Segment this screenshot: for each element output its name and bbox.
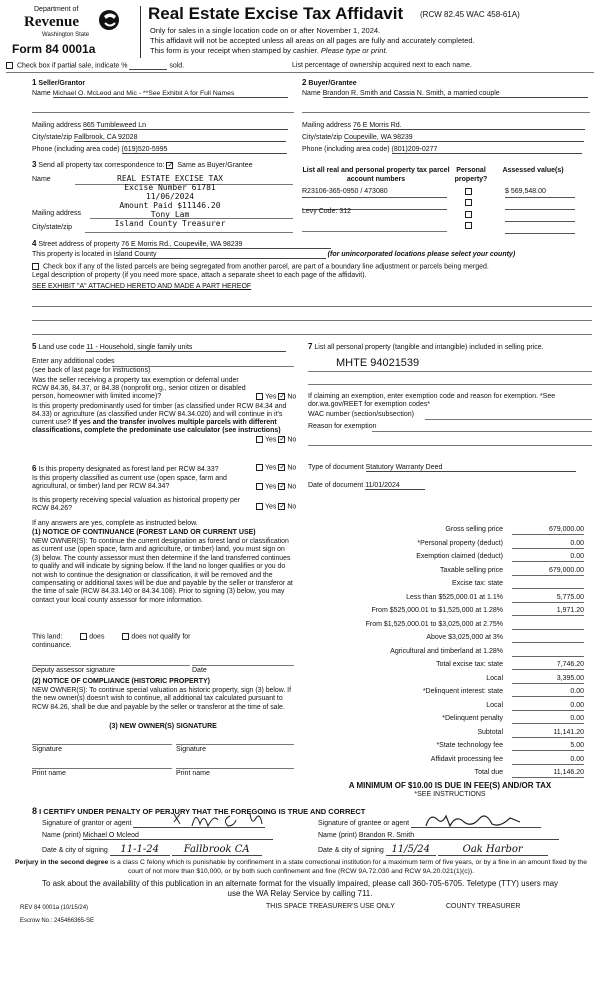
tax-row-label: From $1,525,000.01 to $3,025,000 at 2.75% <box>365 620 503 628</box>
parcel-number[interactable]: R23106-365-0950 / 473080 <box>302 188 447 198</box>
ownership-note: List percentage of ownership acquired next to each name. <box>292 62 472 69</box>
state-name: Washington State <box>42 32 90 38</box>
county-field[interactable]: Island County <box>114 251 326 259</box>
notice2-text: NEW OWNER(S): To continue special valuation as historic property, sign (3) below. If the new owner(s) doesn't wish to continue, all additional tax calculated pursuant to RCW 84.26, shall be due and payable by the seller or transferor at the time of sale. <box>32 687 292 711</box>
grantor-date-label: Date & city of signing <box>42 847 108 854</box>
timber-question <box>32 403 294 435</box>
notice1-title: (1) NOTICE OF CONTINUANCE (FOREST LAND OR CURRENT USE) <box>32 529 256 536</box>
dept-name: Revenue <box>24 14 79 30</box>
perjury-notice <box>8 858 594 876</box>
historic-no-checkbox[interactable] <box>278 503 285 510</box>
personal-property-checkbox[interactable] <box>465 222 472 229</box>
assessed-row-empty[interactable] <box>505 198 575 210</box>
seller-name-field[interactable]: Michael O. McLeod and Mic - **See Exhibit A for Full Names <box>53 90 288 98</box>
tax-row <box>308 553 584 562</box>
assessed-value[interactable]: $ 569,548.00 <box>505 188 575 198</box>
grantor-signature-image <box>170 808 290 832</box>
buyer-name-label: Name <box>302 90 321 97</box>
if-yes-note: If any answers are yes, complete as instructed below. <box>32 520 198 527</box>
exemption-claim-label: If claiming an exemption, enter exemption code and reason for exemption. <box>308 393 538 400</box>
owner-signature-label: Signature <box>176 746 206 753</box>
does-checkbox[interactable] <box>80 633 87 640</box>
yes-label: Yes <box>265 393 277 401</box>
exemption-codes-note: *See dor.wa.gov/REET for exemption codes* <box>308 393 556 408</box>
tax-row-value[interactable] <box>512 648 584 657</box>
seller-mailing-field[interactable]: 865 Tumbleweed Ln <box>83 122 288 130</box>
tax-row-value[interactable]: 0.00 <box>512 540 584 549</box>
wac-label: WAC number (section/subsection) <box>308 411 414 418</box>
tax-row <box>308 675 584 684</box>
tax-row-label: *Delinquent penalty <box>442 715 503 722</box>
no-label: No <box>287 436 297 444</box>
q1-yes-checkbox[interactable] <box>256 393 263 400</box>
dept-line: Department of <box>34 6 79 13</box>
yes-label: Yes <box>265 436 277 444</box>
tax-row-label: Affidavit processing fee <box>430 755 503 763</box>
tax-row-value[interactable]: 5,775.00 <box>512 594 584 603</box>
revenue-logo-icon <box>98 8 120 32</box>
tax-row-value[interactable]: 679,000.00 <box>512 567 584 576</box>
grantee-name-label: Name (print) <box>318 832 357 839</box>
does-label: does <box>89 633 105 641</box>
tax-row-label: Less than $525,000.01 at 1.1% <box>406 593 503 601</box>
historic-question: Is this property receiving special valuation as historical property per RCW 84.26? <box>32 497 241 512</box>
personal-property-checkbox[interactable] <box>465 188 472 195</box>
segregation-label: Check box if any of the listed parcels are being segregated from another parcel, are part of a boundary line adjustment or parcels being merged. <box>42 263 489 271</box>
sold-label: sold. <box>169 62 185 70</box>
deputy-signature-label: Deputy assessor signature <box>32 667 115 674</box>
grantee-signature-image <box>420 810 540 832</box>
tax-row <box>308 648 584 657</box>
tax-row-label: Local <box>486 701 503 709</box>
tax-row-label: Above $3,025,000 at 3% <box>426 634 503 641</box>
owner-signature-label: Signature <box>32 746 62 753</box>
land-use-label: Land use code <box>38 344 85 351</box>
corr-city-label: City/state/zip <box>32 224 73 231</box>
seller-heading: Seller/Grantor <box>38 80 86 87</box>
street-address-field[interactable]: 76 E Morris Rd., Coupeville, WA 98239 <box>121 241 331 249</box>
personal-col-header: Personal property? <box>454 167 488 183</box>
street-address-label: Street address of property <box>38 241 120 248</box>
escrow-number: Escrow No.: 245466365-SE <box>20 918 95 924</box>
partial-sale-checkbox[interactable] <box>6 62 13 69</box>
no-label: No <box>287 393 297 401</box>
tax-row <box>308 661 584 670</box>
perjury-text: is a class C felony which is punishable by confinement in a state correctional institution for a maximum term of five years, or by a fine in an amount fixed by the court of not more than $10,000, or by both such confinement and fine (RCW 9A.72.030 and RCW 9A.20.021(1)(c)). <box>110 859 587 875</box>
buyer-city-label: City/state/zip <box>302 134 343 141</box>
tax-row-value[interactable]: 3,395.00 <box>512 675 584 684</box>
partial-sale-percent[interactable] <box>129 62 167 70</box>
grantor-city-field[interactable]: Fallbrook CA <box>172 844 262 856</box>
stamp-line: REAL ESTATE EXCISE TAX <box>117 174 223 183</box>
historic-yes-checkbox[interactable] <box>256 503 263 510</box>
current-use-question: Is this property classified as current use (open space, farm and agricultural, or timber) land per RCW 84.34? <box>32 475 227 490</box>
seller-city-label: City/state/zip <box>32 134 73 141</box>
forest-question: Is this property designated as forest land per RCW 84.33? <box>38 466 219 473</box>
county-treasurer-label: COUNTY TREASURER <box>446 903 521 910</box>
buyer-city-field[interactable]: Coupeville, WA 98239 <box>344 134 584 142</box>
perjury-bold: Perjury in the second degree <box>15 859 109 866</box>
buyer-phone-label: Phone (including area code) <box>302 146 390 153</box>
tax-row-value[interactable]: 1,971.20 <box>512 607 584 616</box>
same-as-buyer-label: Same as Buyer/Grantee <box>177 162 253 169</box>
doc-type-label: Type of document <box>308 464 364 471</box>
grantor-signature-label: Signature of grantor or agent <box>42 820 132 827</box>
tax-row-value[interactable]: 0.00 <box>512 715 584 724</box>
tax-row-label: Gross selling price <box>445 526 503 533</box>
seller-phone-label: Phone (including area code) <box>32 146 120 153</box>
grantor-name-label: Name (print) <box>42 832 81 839</box>
tax-row-label: Agricultural and timberland at 1.28% <box>390 647 503 655</box>
tax-row-value[interactable] <box>512 634 584 643</box>
partial-sale-label: Check box if partial sale, indicate % <box>16 62 128 70</box>
deputy-date-label: Date <box>192 667 207 674</box>
tax-row-value[interactable]: 0.00 <box>512 688 584 697</box>
tax-row <box>308 756 584 765</box>
no-label: No <box>287 503 297 511</box>
tax-row <box>308 702 584 711</box>
reason-label: Reason for exemption <box>308 423 377 430</box>
treasurer-use-label: THIS SPACE TREASURER'S USE ONLY <box>266 903 395 910</box>
tax-row-label: *Delinquent interest: state <box>422 688 503 695</box>
tax-row-label: *Personal property (deduct) <box>417 539 503 547</box>
yes-label: Yes <box>265 503 277 511</box>
tax-row <box>308 715 584 724</box>
additional-codes-label: Enter any additional codes <box>32 358 115 365</box>
doc-date-field[interactable]: 11/01/2024 <box>365 482 425 490</box>
tax-row-label: *State technology fee <box>436 742 503 749</box>
tax-row-value[interactable]: 0.00 <box>512 702 584 711</box>
stamp-line: 11/06/2024 <box>145 192 195 201</box>
personal-property-field[interactable]: MHTE 94021539 <box>336 357 420 369</box>
q2-no-checkbox[interactable] <box>278 436 285 443</box>
grantee-city-field[interactable]: Oak Harbor <box>438 844 548 856</box>
tax-row <box>308 607 584 616</box>
grantee-date-field[interactable]: 11/5/24 <box>386 844 436 856</box>
tax-row-value[interactable]: 5.00 <box>512 742 584 751</box>
grantee-date-label: Date & city of signing <box>318 847 384 854</box>
tax-row-label: Excise tax: state <box>452 580 503 587</box>
located-label: This property is located in <box>32 251 112 258</box>
owner-print-label: Print name <box>32 770 66 777</box>
seller-name-label: Name <box>32 90 51 97</box>
see-instructions-note: *SEE INSTRUCTIONS <box>414 791 486 798</box>
tax-row <box>308 621 584 630</box>
corr-mailing-label: Mailing address <box>32 210 82 217</box>
tax-row-label: From $525,000.01 to $1,525,000 at 1.28% <box>371 607 503 614</box>
legal-description-label: Legal description of property (if you need more space, attach a separate sheet to each page of the affidavit). <box>32 272 367 279</box>
tax-row-value[interactable]: 7,746.20 <box>512 661 584 670</box>
certify-title: I CERTIFY UNDER PENALTY OF PERJURY THAT THE FOREGOING IS TRUE AND CORRECT <box>39 807 366 816</box>
current-use-yes-checkbox[interactable] <box>256 483 263 490</box>
does-not-checkbox[interactable] <box>122 633 129 640</box>
grantee-name-field[interactable]: Brandon R. Smith <box>359 832 559 840</box>
seller-phone-field[interactable]: (619)520-5995 <box>122 146 287 154</box>
this-land-label: This land: <box>32 633 63 641</box>
land-use-field[interactable]: 11 - Household, single family units <box>86 344 286 352</box>
tax-row <box>308 634 584 643</box>
tax-row <box>308 580 584 589</box>
current-use-no-checkbox[interactable] <box>278 483 285 490</box>
accessibility-notice: To ask about the availability of this publication in an alternate format for the visually impaired, please call 360-705-6705. Teletype (TTY) users may use the WA Relay Service by calling 711. <box>41 879 559 898</box>
q1-no-checkbox[interactable] <box>278 393 285 400</box>
buyer-name-field[interactable]: Brandon R. Smith and Cassia N. Smith, a married couple <box>323 90 588 98</box>
tax-row <box>308 688 584 697</box>
stamp-line: Tony Lam <box>150 210 190 219</box>
stamp-line: Island County Treasurer <box>114 219 226 228</box>
tax-row <box>308 594 584 603</box>
seller-mailing-label: Mailing address <box>32 122 82 129</box>
form-rcw: (RCW 82.45 WAC 458-61A) <box>420 10 520 19</box>
continuance-label: continuance. <box>32 642 72 649</box>
timber-question-text: Is this property predominantly used for timber (as classified under RCW 84.34 and 84.33) or agriculture (as classified under RCW 84.34.020) and will continue in it's current use? <box>32 403 287 426</box>
personal-property-checkbox[interactable] <box>465 199 472 206</box>
grantor-name-field[interactable]: Michael O Mcleod <box>83 832 273 840</box>
grantor-date-field[interactable]: 11-1-24 <box>110 844 170 856</box>
minimum-fee-note: A MINIMUM OF $10.00 IS DUE IN FEE(S) AND/OR TAX <box>348 781 552 790</box>
form-title: Real Estate Excise Tax Affidavit <box>148 4 404 23</box>
same-as-buyer-checkbox[interactable] <box>166 162 173 169</box>
tax-row-value[interactable]: 679,000.00 <box>512 526 584 535</box>
tax-row <box>308 526 584 535</box>
tax-row-label: Taxable selling price <box>439 566 503 574</box>
tax-row <box>308 769 584 778</box>
buyer-mailing-label: Mailing address <box>302 122 352 129</box>
yes-label: Yes <box>265 464 277 472</box>
tax-row-value[interactable] <box>512 580 584 589</box>
timber-question-bold: If yes and the transfer involves multiple parcels with different classifications, complete the predominate use calculator (see instructions) <box>32 419 281 434</box>
doc-date-label: Date of document <box>308 482 364 489</box>
tax-row-value[interactable]: 11,146.20 <box>512 769 584 778</box>
correspondence-label: Send all property tax correspondence to: <box>38 162 165 169</box>
buyer-mailing-field[interactable]: 76 E Morris Rd. <box>353 122 585 130</box>
tax-row <box>308 567 584 576</box>
tax-row-label: Total due <box>474 769 503 776</box>
see-back-note: (see back of last page for instructions) <box>32 367 151 374</box>
parcel-col-header: List all real and personal property tax parcel account numbers <box>302 167 450 183</box>
assessed-row-empty[interactable] <box>505 210 575 222</box>
notice3-title: (3) NEW OWNER(S) SIGNATURE <box>109 723 217 730</box>
levy-code[interactable]: 312 <box>339 208 352 215</box>
tax-row-value[interactable]: 11,141.20 <box>512 729 584 738</box>
seller-city-field[interactable]: Fallbrook, CA 92028 <box>74 134 286 142</box>
treasurer-stamp <box>100 174 240 228</box>
stamp-line: Excise Number 61781 <box>124 183 216 192</box>
no-label: No <box>287 464 297 472</box>
unincorporated-note: (for unincorporated locations please select your county) <box>327 251 516 258</box>
tax-row-label: Total excise tax: state <box>436 661 503 668</box>
forest-yes-checkbox[interactable] <box>256 464 263 471</box>
doc-type-field[interactable]: Statutory Warranty Deed <box>366 464 576 472</box>
header-line2: This affidavit will not be accepted unless all areas on all pages are fully and accurately completed. <box>150 36 475 45</box>
forest-no-checkbox[interactable] <box>278 464 285 471</box>
exemption-question: Was the seller receiving a property tax exemption or deferral under RCW 84.36, 84.37, or 84.38 (nonprofit org., senior citizen or disabled person, homeowner with limited income)? <box>32 377 246 400</box>
header-line1: Only for sales in a single location code on or after November 1, 2024. <box>150 26 381 35</box>
corr-name-label: Name <box>32 176 51 183</box>
personal-property-label: List all personal property (tangible and intangible) included in selling price. <box>314 344 544 351</box>
q2-yes-checkbox[interactable] <box>256 436 263 443</box>
segregation-checkbox[interactable] <box>32 263 39 270</box>
assessed-col-header: Assessed value(s) <box>502 167 564 174</box>
assessed-row-empty[interactable] <box>505 222 575 234</box>
notice1-text: NEW OWNER(S): To continue the current designation as forest land or classification as current use (open space, farm and agriculture, or timber) land, you must sign on (3) below. The county assessor must then determine if the land transferred continues to qualify and will indicate by signing below. If the land no longer qualifies or you do not wish to continue the designation or classification, it will be removed and the compensating or additional taxes will be due and payable by the seller or transferor at the time of sale (RCW 84.33.140 or 84.34.108). Prior to signing (3) below, you may contact your local county assessor for more information. <box>32 538 293 604</box>
tax-row-label: Exemption claimed (deduct) <box>416 553 503 560</box>
does-not-label: does not qualify for <box>131 633 191 641</box>
buyer-phone-field[interactable]: (801)209-0277 <box>392 146 582 154</box>
owner-print-label: Print name <box>176 770 210 777</box>
yes-label: Yes <box>265 483 277 491</box>
tax-row-value[interactable]: 0.00 <box>512 553 584 562</box>
tax-row-value[interactable]: 0.00 <box>512 756 584 765</box>
form-revision: REV 84 0001a (10/15/24) <box>20 905 89 911</box>
tax-row <box>308 540 584 549</box>
tax-row <box>308 729 584 738</box>
no-label: No <box>287 483 297 491</box>
header-line3: This form is your receipt when stamped by cashier. <box>150 46 319 55</box>
tax-row-value[interactable] <box>512 621 584 630</box>
stamp-line: Amount Paid $11146.20 <box>119 201 221 210</box>
notice2-title: (2) NOTICE OF COMPLIANCE (HISTORIC PROPERTY) <box>32 678 210 685</box>
tax-row <box>308 742 584 751</box>
form-number: Form 84 0001a <box>12 42 96 56</box>
buyer-heading: Buyer/Grantee <box>308 80 357 87</box>
levy-label: Levy Code: <box>302 208 338 215</box>
personal-property-checkbox[interactable] <box>465 211 472 218</box>
header-line3-italic: Please type or print. <box>320 46 388 55</box>
tax-row-label: Subtotal <box>477 728 503 736</box>
legal-description-field[interactable]: SEE EXHIBIT "A" ATTACHED HERETO AND MADE A PART HEREOF <box>32 283 252 290</box>
grantee-signature-label: Signature of grantee or agent <box>318 820 410 827</box>
tax-row-label: Local <box>486 674 503 682</box>
